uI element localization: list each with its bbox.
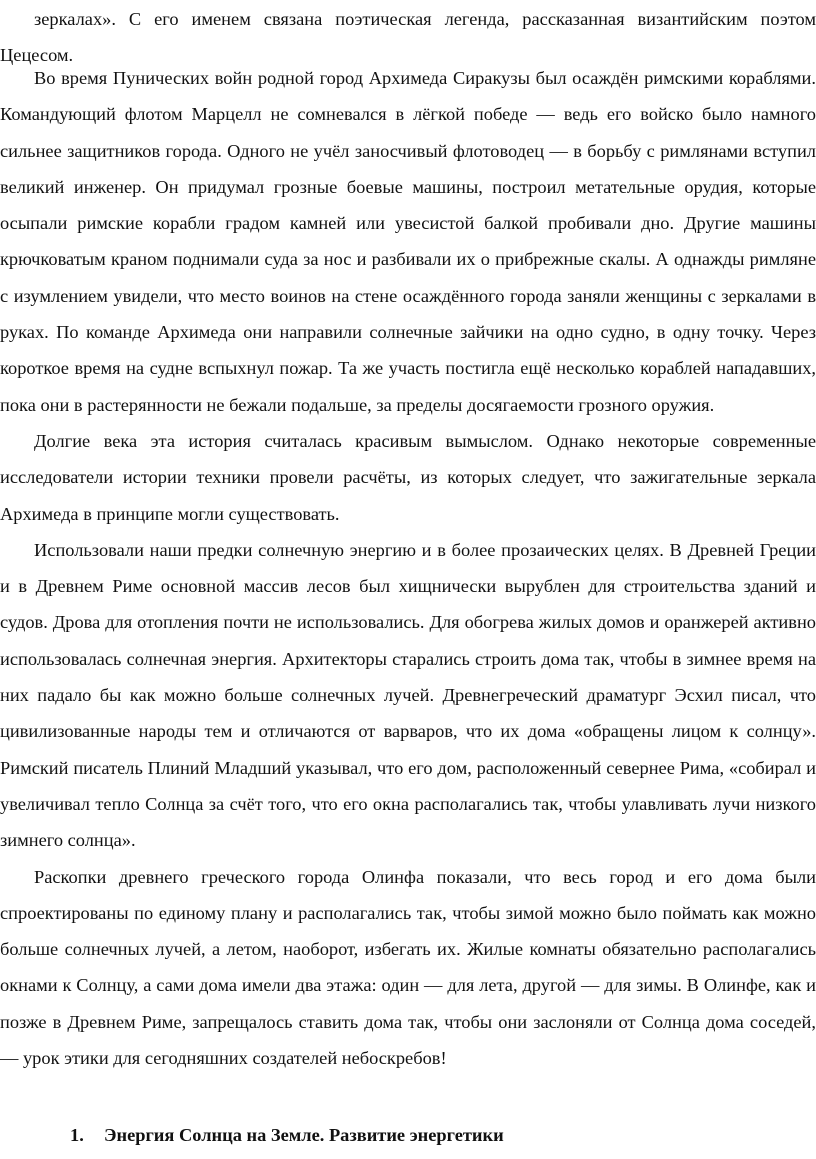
section-heading-number: 1. <box>70 1125 84 1145</box>
paragraph-ancient-solar-heating: Использовали наши предки солнечную энергию и в более прозаических целях. В Древней Греции и в Древнем Риме основной массив лесов был хищнически вырублен для строительства зданий и судов. Дрова для отопления почти не использовались. Для обогрева жилых домов и оранжерей активно использовалась солнечная энергия. Архитекторы старались строить дома так, чтобы в зимнее время на них падало бы как можно больше солнечных лучей. Древнегреческий драматург Эсхил писал, что цивилизованные народы тем и отличаются от варваров, что их дома «обращены лицом к солнцу». Римский писатель Плиний Младший указывал, что его дом, расположенный севернее Рима, «собирал и увеличивал тепло Солнца за счёт того, что его окна располагались так, чтобы улавливать лучи низкого зимнего солнца». <box>0 539 816 851</box>
paragraph-modern-research: Долгие века эта история считалась красивым вымыслом. Однако некоторые современные исследователи истории техники провели расчёты, из которых следует, что зажигательные зеркала Архимеда в принципе могли существовать. <box>0 430 816 524</box>
section-heading <box>70 1123 504 1147</box>
paragraph-continuation: зеркалах». С его именем связана поэтическая легенда, рассказанная византийским поэтом Цецесом. <box>0 9 816 66</box>
paragraph-archimedes-legend: Во время Пунических войн родной город Архимеда Сиракузы был осаждён римскими кораблями. Командующий флотом Марцелл не сомневался в лёгкой победе — ведь его войско было намного сильнее защитников города. Одного не учёл заносчивый флотоводец — в борьбу с римлянами вступил великий инженер. Он придумал грозные боевые машины, построил метательные орудия, которые осыпали римские корабли градом камней или увесистой балкой пробивали дно. Другие машины крючковатым краном поднимали суда за нос и разбивали их о прибрежные скалы. А однажды римляне с изумлением увидели, что место воинов на стене осаждённого города заняли женщины с зеркалами в руках. По команде Архимеда они направили солнечные зайчики на одно судно, в одну точку. Через короткое время на судне вспыхнул пожар. Та же участь постигла ещё несколько кораблей нападавших, пока они в растерянности не бежали подальше, за пределы досягаемости грозного оружия. <box>0 68 816 415</box>
paragraph-olynthus-excavations: Раскопки древнего греческого города Олинфа показали, что весь город и его дома были спроектированы по единому плану и располагались так, чтобы зимой можно было поймать как можно больше солнечных лучей, а летом, наоборот, избегать их. Жилые комнаты обязательно располагались окнами к Солнцу, а сами дома имели два этажа: один — для лета, другой — для зимы. В Олинфе, как и позже в Древнем Риме, запрещалось ставить дома так, чтобы они заслоняли от Солнца дома соседей, — урок этики для сегодняшних создателей небоскребов! <box>0 866 816 1069</box>
document-body <box>0 60 816 1076</box>
section-heading-text: Энергия Солнца на Земле. Развитие энергетики <box>104 1125 504 1145</box>
